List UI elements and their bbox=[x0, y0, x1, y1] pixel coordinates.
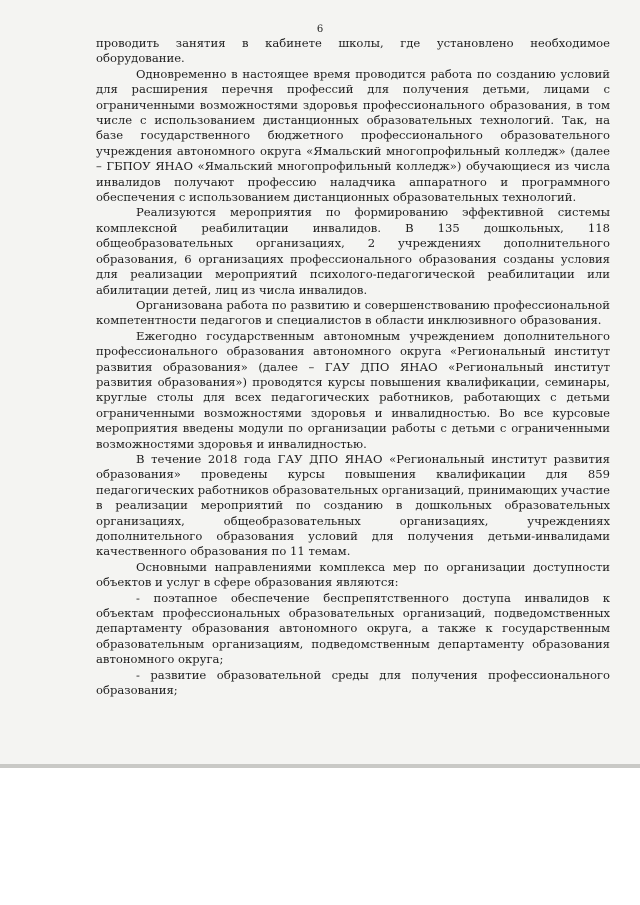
paragraph-6: В течение 2018 года ГАУ ДПО ЯНАО «Региональный институт развития образования» проведены курсы повышения квалификации для 859 педагогических работников образовательных организаций, принимающих участие в реализации мероприятий по созданию в дошкольных образовательных организациях, общеобразовательных организациях, учреждениях дополнительного образования условий для получения детьми-инвалидами качественного образования по 11 темам. bbox=[96, 451, 610, 559]
list-item-1: - поэтапное обеспечение беспрепятственного доступа инвалидов к объектам профессиональных образовательных организаций, подведомственных департаменту образования автономного округа, а также к государственным образовательным организациям, подведомственным департаменту образования автономного округа; bbox=[96, 590, 610, 667]
page-bottom-edge bbox=[0, 764, 640, 768]
paragraph-1: проводить занятия в кабинете школы, где установлено необходимое оборудование. bbox=[96, 36, 610, 66]
list-item-2: - развитие образовательной среды для получения профессионального образования; bbox=[96, 667, 610, 698]
paragraph-3: Реализуются мероприятия по формированию эффективной системы комплексной реабилитации инвалидов. В 135 дошкольных, 118 общеобразовательных организациях, 2 учреждениях дополнительного образования, 6 организациях профессионального образования созданы условия для реализации мероприятий психолого-педагогической реабилитации или абилитации детей, лиц из числа инвалидов. bbox=[96, 205, 610, 297]
paragraph-5: Ежегодно государственным автономным учреждением дополнительного профессионального образования автономного округа «Региональный институт развития образования» (далее – ГАУ ДПО ЯНАО «Региональный институт развития образования») проводятся курсы повышения квалификации, семинары, круглые столы для всех педагогических работников, работающих с детьми ограниченными возможностями здоровья и инвалидностью. Во все курсовые мероприятия введены модули по организации работы с детьми с ограниченными возможностями здоровья и инвалидностью. bbox=[96, 328, 610, 451]
page-number: 6 bbox=[316, 24, 324, 35]
document-body bbox=[96, 36, 610, 698]
paragraph-2: Одновременно в настоящее время проводится работа по созданию условий для расширения перечня профессий для получения детьми, лицами с ограниченными возможностями здоровья профессионального образования, в том числе с использованием дистанционных образовательных технологий. Так, на базе государственного бюджетного профессионального образовательного учреждения автономного округа «Ямальский многопрофильный колледж» (далее – ГБПОУ ЯНАО «Ямальский многопрофильный колледж») обучающиеся из числа инвалидов получают профессию наладчика аппаратного и программного обеспечения с использованием дистанционных образовательных технологий. bbox=[96, 66, 610, 205]
paragraph-4: Организована работа по развитию и совершенствованию профессиональной компетентности педагогов и специалистов в области инклюзивного образования. bbox=[96, 297, 610, 328]
paragraph-7: Основными направлениями комплекса мер по организации доступности объектов и услуг в сфере образования являются: bbox=[96, 559, 610, 590]
